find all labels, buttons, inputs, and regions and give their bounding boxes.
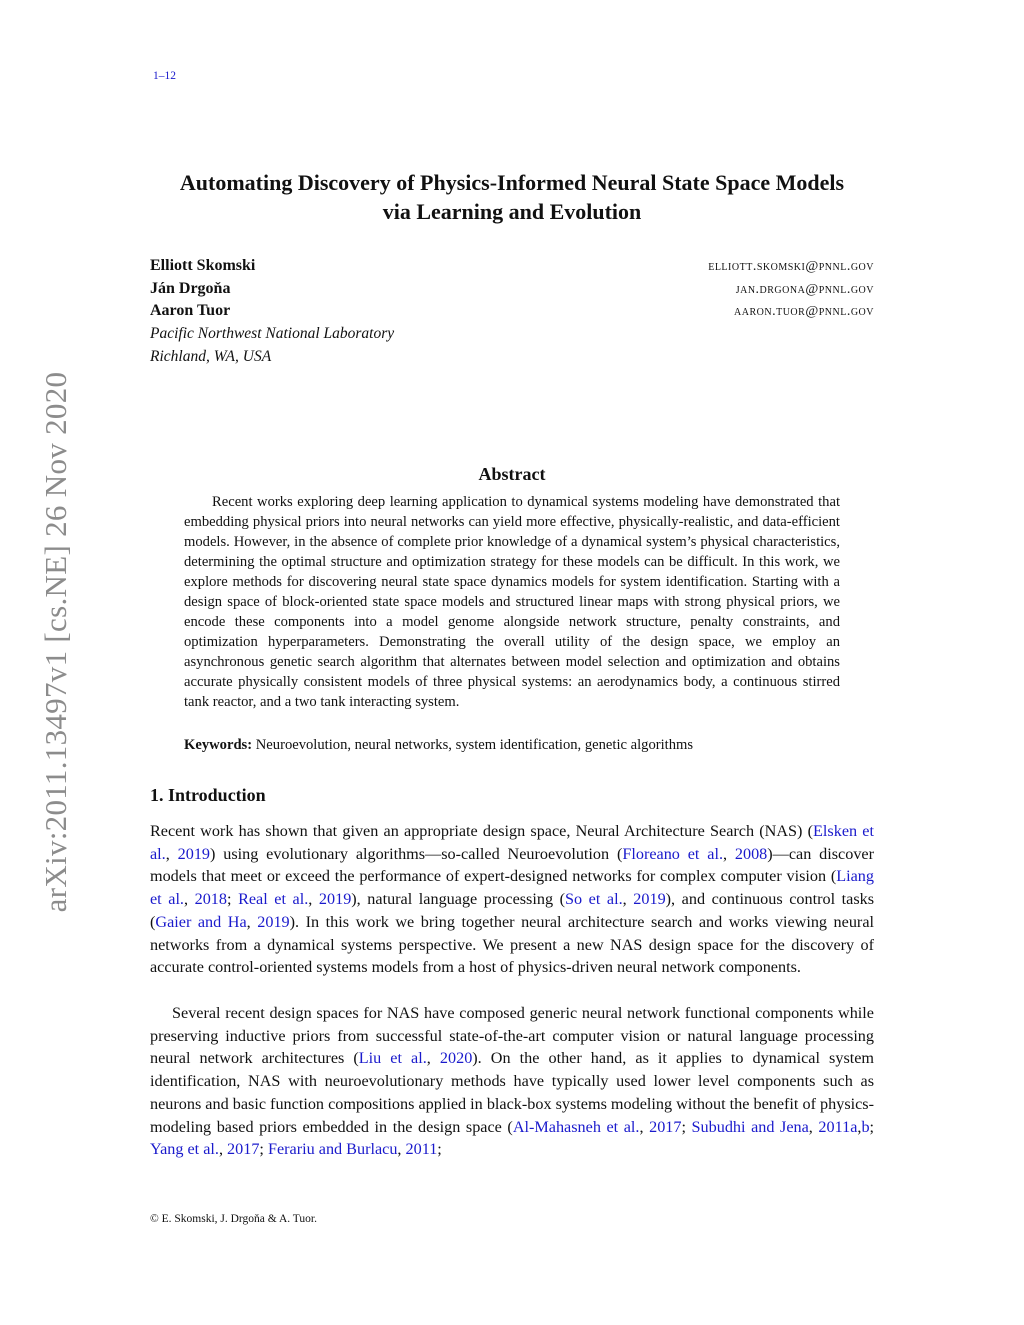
citation-link[interactable]: Gaier and Ha <box>155 912 247 931</box>
author-row <box>150 280 874 303</box>
author-email: elliott.skomski@pnnl.gov <box>708 259 874 274</box>
intro-paragraph-2: Several recent design spaces for NAS have composed generic neural network functional components while preserving inductive priors from successful state-of-the-art computer vision or natural language processing neural network architectures (Liu et al., 2020). On the other hand, as it applies to dynamical system identification, NAS with neuroevolutionary methods have typically used lower level components such as neurons and basic function compositions applied in black-box systems modeling without the benefit of physics-modeling based priors embedded in the design space (Al-Mahasneh et al., 2017; Subudhi and Jena, 2011a,b; Yang et al., 2017; Ferariu and Burlacu, 2011; <box>150 1004 875 1159</box>
citation-year-link[interactable]: b <box>861 1117 870 1136</box>
citation-year-link[interactable]: 2019 <box>318 890 352 909</box>
citation-year-link[interactable]: 2019 <box>633 890 666 909</box>
title-line-2: via Learning and Evolution <box>382 199 642 224</box>
paper-title <box>150 168 874 226</box>
author-email: aaron.tuor@pnnl.gov <box>734 304 874 319</box>
author-email: jan.drgona@pnnl.gov <box>735 281 874 297</box>
section-heading-introduction: 1. Introduction <box>150 785 266 805</box>
citation-year-link[interactable]: 2019 <box>257 912 290 931</box>
citation-link[interactable]: Al-Mahasneh et al. <box>512 1117 640 1136</box>
author-name: Ján Drgoňa <box>150 279 231 297</box>
citation-year-link[interactable]: 2011a <box>818 1117 858 1136</box>
keywords-list: Neuroevolution, neural networks, system identification, genetic algorithms <box>255 737 694 753</box>
abstract-text: Recent works exploring deep learning application to dynamical systems modeling have demonstrated that embedding physical priors into neural networks can yield more effective, physically-realistic, and data-efficient models. However, in the absence of complete prior knowledge of a dynamical system’s physical characteristics, determining the optimal structure and optimization strategy for these models can be difficult. In this work, we explore methods for discovering neural state space dynamics models for system identification. Starting with a design space of block-oriented state space models and structured linear maps with strong physical priors, we encode these components into a model genome alongside network structure, penalty constraints, and optimization hyperparameters. Demonstrating the overall utility of the design space, we employ an asynchronous genetic search algorithm that alternates between model selection and optimization and obtains accurate physically consistent models of three physical systems: an aerodynamics body, a continuous stirred tank reactor, and a two tank interacting system. <box>184 494 840 710</box>
affiliation-line: Pacific Northwest National Laboratory <box>150 324 395 342</box>
arxiv-stamp: arXiv:2011.13497v1 [cs.NE] 26 Nov 2020 <box>38 371 73 913</box>
author-row <box>150 302 874 325</box>
abstract-heading: Abstract <box>478 464 546 484</box>
citation-year-link[interactable]: 2008 <box>734 844 768 863</box>
title-line-1: Automating Discovery of Physics-Informed Neural State Space Models <box>179 170 845 195</box>
citation-link[interactable]: Floreano et al. <box>622 844 723 863</box>
citation-link[interactable]: Liang et al. <box>150 867 874 909</box>
copyright-footer: © E. Skomski, J. Drgoňa & A. Tuor. <box>150 1213 318 1225</box>
author-name: Elliott Skomski <box>150 257 256 274</box>
citation-year-link[interactable]: 2017 <box>227 1140 260 1159</box>
page-range: 1–12 <box>153 70 176 82</box>
citation-link[interactable]: Ferariu and Burlacu <box>267 1140 398 1159</box>
citation-link[interactable]: Elsken et al. <box>150 822 874 863</box>
citation-year-link[interactable]: 2011 <box>405 1140 438 1159</box>
keywords-label: Keywords: <box>184 737 253 753</box>
author-block <box>150 257 874 371</box>
citation-year-link[interactable]: 2019 <box>177 844 210 863</box>
citation-link[interactable]: Yang et al. <box>150 1140 219 1159</box>
citation-year-link[interactable]: 2017 <box>649 1117 682 1136</box>
citation-link[interactable]: Real et al. <box>238 890 309 909</box>
citation-link[interactable]: So et al. <box>565 890 623 909</box>
intro-paragraph-1: Recent work has shown that given an appropriate design space, Neural Architecture Search (NAS) (Elsken et al., 2019) using evolutionary algorithms—so-called Neuroevolution (Floreano et al., 2008)—can discover models that meet or exceed the performance of expert-designed networks for complex computer vision (Liang et al., 2018; Real et al., 2019), natural language processing (So et al., 2019), and continuous control tasks (Gaier and Ha, 2019). In this work we bring together neural architecture search and works viewing neural networks from a dynamical systems perspective. We present a new NAS design space for the discovery of accurate control-oriented systems models from a host of physics-driven neural network components. <box>150 822 875 977</box>
citation-link[interactable]: Liu et al. <box>358 1049 427 1068</box>
affiliation-line: Richland, WA, USA <box>150 347 272 365</box>
author-name: Aaron Tuor <box>150 302 231 319</box>
citation-year-link[interactable]: 2020 <box>439 1049 473 1068</box>
keywords <box>184 735 840 755</box>
citation-year-link[interactable]: 2018 <box>194 890 227 909</box>
author-row <box>150 257 874 280</box>
citation-link[interactable]: Subudhi and Jena <box>691 1117 809 1136</box>
